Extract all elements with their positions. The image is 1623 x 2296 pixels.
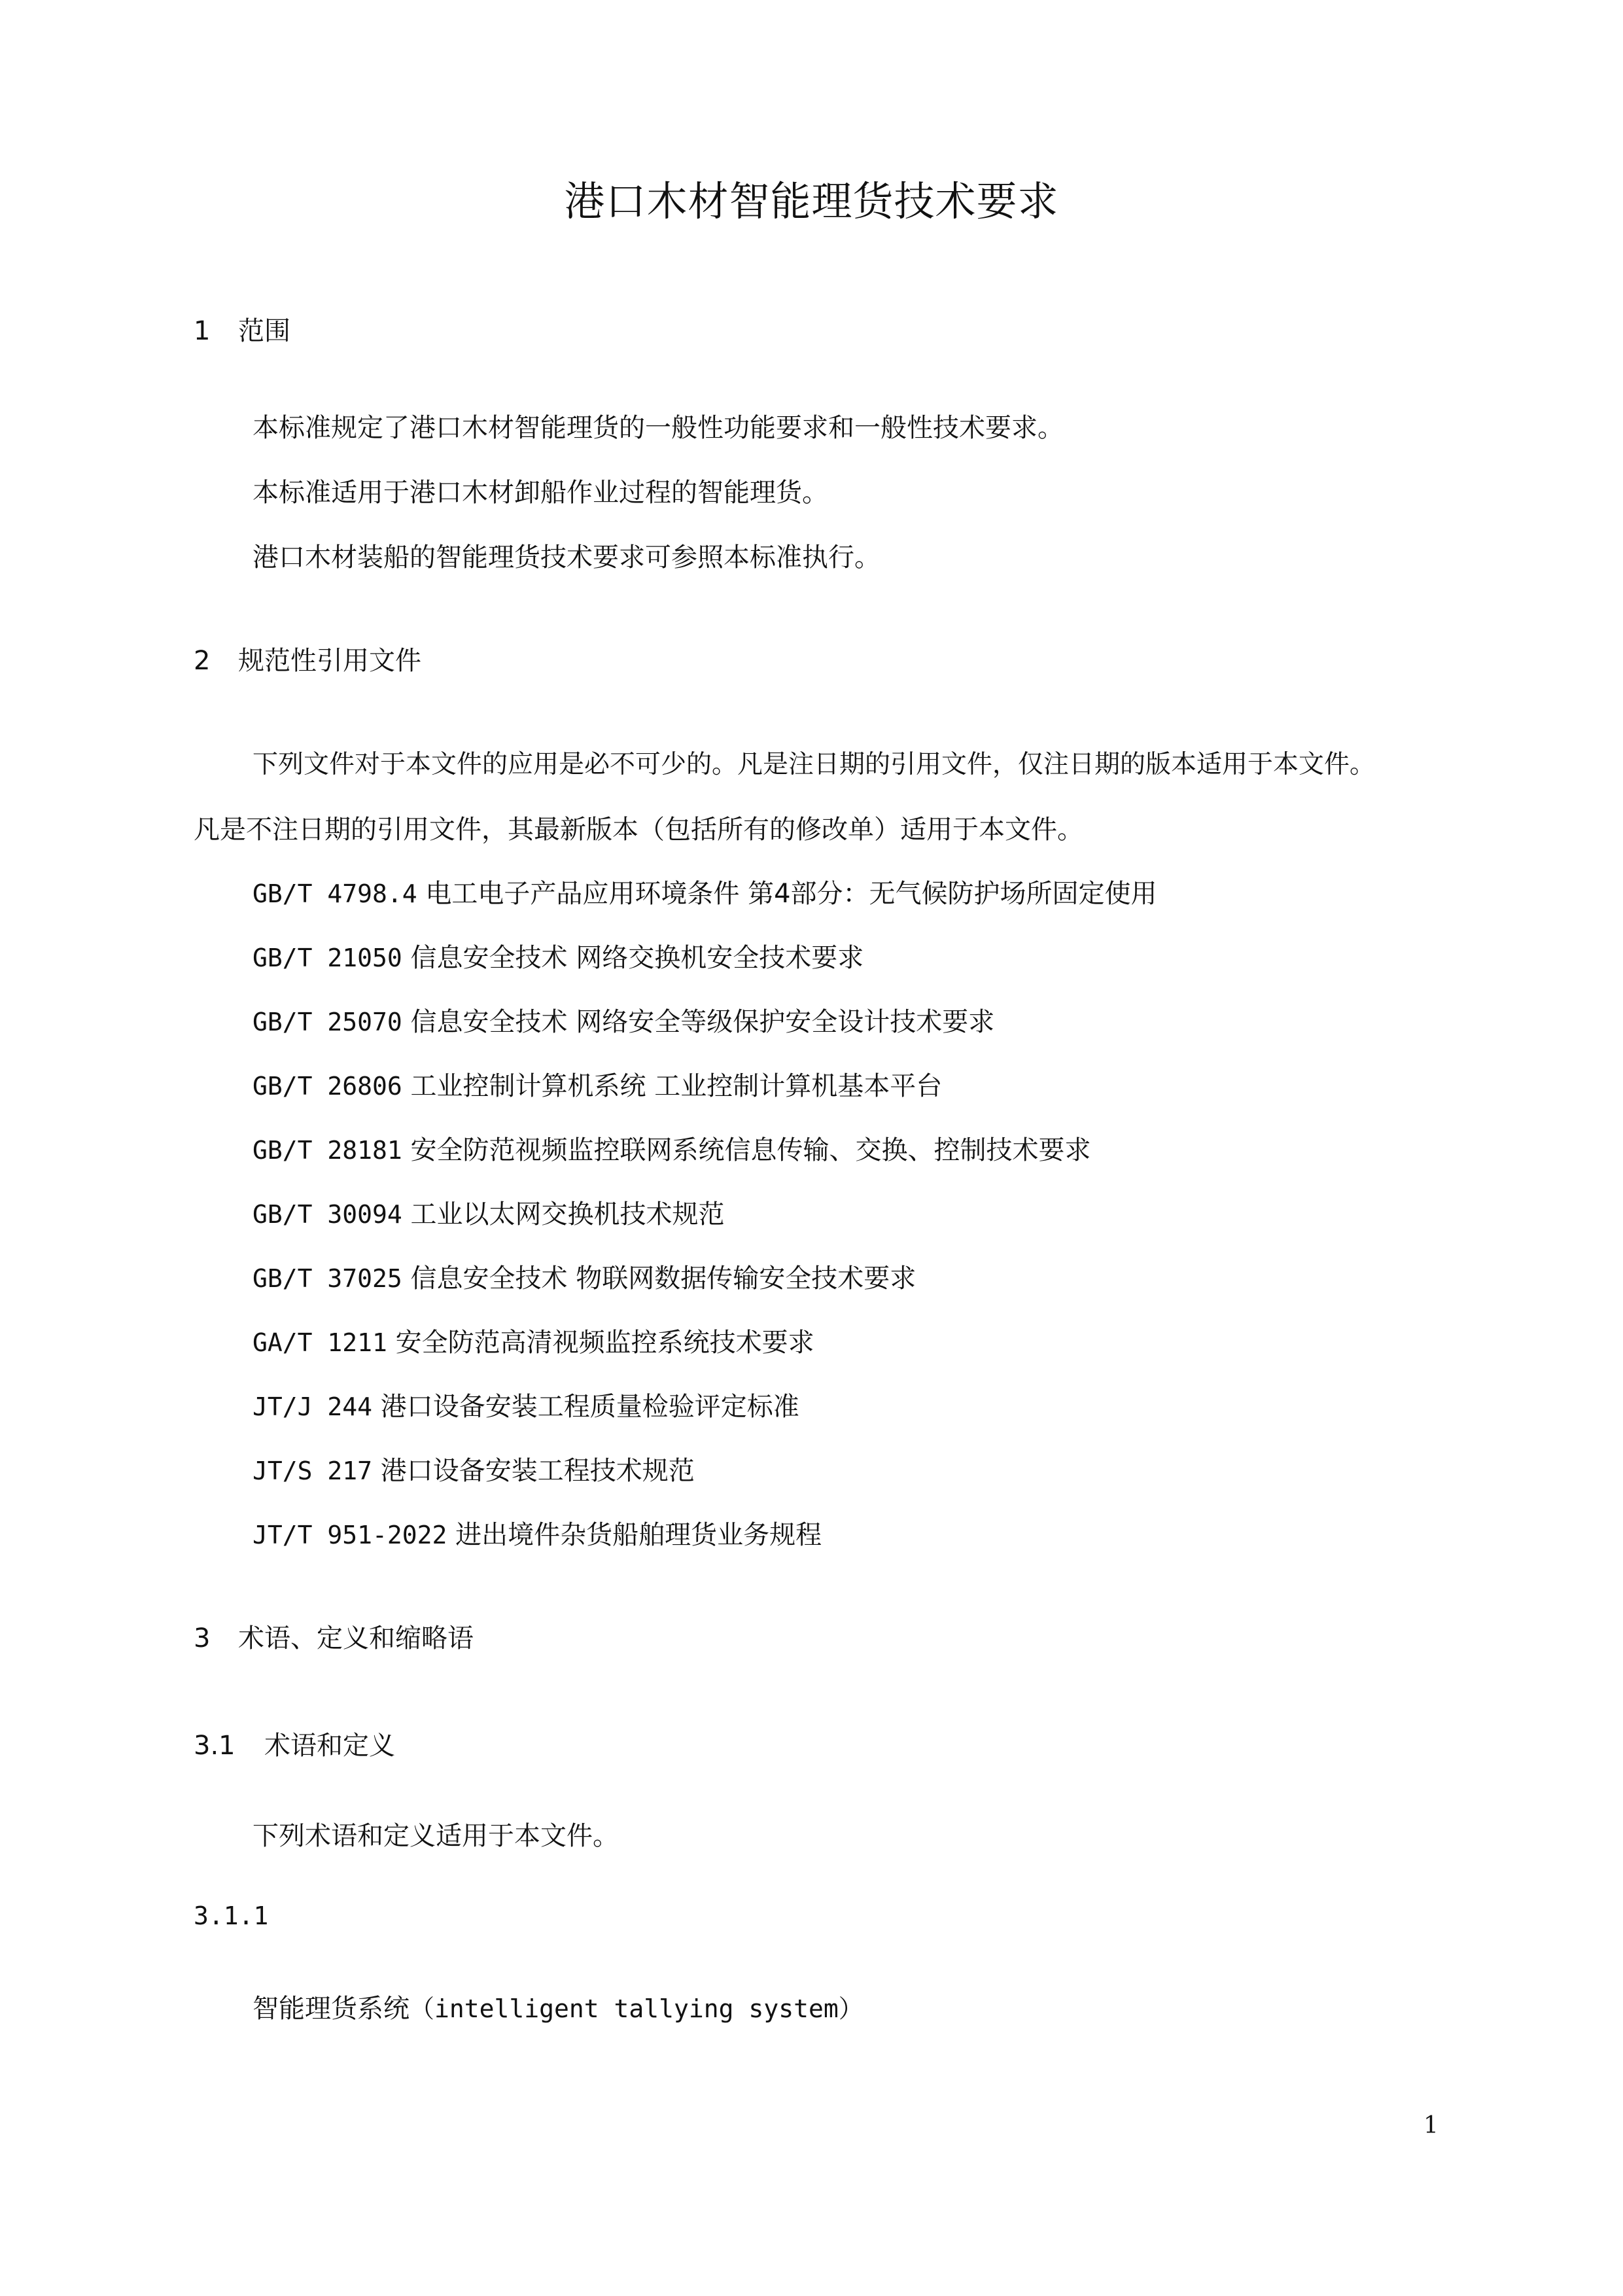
reference-title: 电工电子产品应用环境条件 第4部分：无气候防护场所固定使用 (425, 879, 1157, 909)
reference-title: 工业控制计算机系统 工业控制计算机基本平台 (410, 1071, 943, 1101)
reference-code: GB/T 21050 (253, 944, 402, 972)
reference-code: GB/T 30094 (253, 1200, 402, 1229)
section-2-heading (194, 640, 421, 677)
reference-item (253, 1065, 942, 1103)
section-number: 2 (194, 646, 211, 676)
reference-item (253, 1322, 814, 1359)
section-title: 规范性引用文件 (238, 646, 421, 676)
reference-item (253, 873, 1157, 910)
reference-title: 安全防范高清视频监控系统技术要求 (395, 1328, 814, 1358)
paragraph: 本标准适用于港口木材卸船作业过程的智能理货。 (253, 478, 828, 508)
section-title: 范围 (238, 316, 290, 346)
section-3-heading (194, 1617, 474, 1655)
reference-code: GA/T 1211 (253, 1328, 387, 1357)
reference-code: JT/J 244 (253, 1392, 373, 1421)
reference-item (253, 1514, 822, 1551)
section-number: 3 (194, 1623, 211, 1653)
reference-code: GB/T 26806 (253, 1072, 402, 1101)
reference-code: JT/S 217 (253, 1457, 373, 1485)
subsection-3-1-heading (194, 1725, 395, 1762)
page-number: 1 (1423, 2112, 1439, 2139)
reference-code: GB/T 37025 (253, 1264, 402, 1293)
section-number: 1 (194, 316, 211, 346)
reference-item (253, 1193, 725, 1231)
paragraph: 本标准规定了港口木材智能理货的一般性功能要求和一般性技术要求。 (253, 413, 1064, 443)
paragraph: 港口木材装船的智能理货技术要求可参照本标准执行。 (253, 542, 881, 573)
subsection-number: 3.1 (194, 1731, 236, 1761)
reference-title: 进出境件杂货船舶理货业务规程 (455, 1520, 822, 1550)
paragraph: 下列文件对于本文件的应用是必不可少的。凡是注日期的引用文件，仅注日期的版本适用于本文件。 (253, 750, 1376, 779)
term-entry (253, 1988, 864, 2025)
reference-code: GB/T 28181 (253, 1136, 402, 1165)
section-title: 术语、定义和缩略语 (238, 1623, 474, 1653)
reference-item (253, 1129, 1091, 1167)
reference-title: 工业以太网交换机技术规范 (410, 1199, 725, 1229)
reference-code: JT/T 951-2022 (253, 1521, 447, 1549)
term-number: 3.1.1 (194, 1901, 269, 1930)
reference-item (253, 937, 864, 974)
reference-title: 港口设备安装工程技术规范 (380, 1456, 695, 1486)
reference-item (253, 1258, 916, 1295)
reference-item (253, 1001, 994, 1038)
section-1-heading (194, 310, 290, 347)
reference-title: 信息安全技术 网络安全等级保护安全设计技术要求 (410, 1007, 995, 1037)
paragraph: 凡是不注日期的引用文件，其最新版本（包括所有的修改单）适用于本文件。 (194, 815, 1083, 845)
reference-item (253, 1450, 695, 1487)
document-title: 港口木材智能理货技术要求 (564, 177, 1059, 225)
reference-title: 信息安全技术 物联网数据传输安全技术要求 (410, 1263, 916, 1294)
reference-title: 信息安全技术 网络交换机安全技术要求 (410, 943, 864, 973)
term-english: （intelligent tallying system） (410, 1994, 864, 2023)
reference-item (253, 1386, 799, 1423)
reference-code: GB/T 4798.4 (253, 879, 417, 908)
term-chinese: 智能理货系统 (253, 1994, 410, 2024)
reference-title: 安全防范视频监控联网系统信息传输、交换、控制技术要求 (410, 1135, 1091, 1165)
subsection-title: 术语和定义 (264, 1731, 395, 1761)
reference-code: GB/T 25070 (253, 1008, 402, 1036)
reference-title: 港口设备安装工程质量检验评定标准 (380, 1392, 799, 1422)
paragraph: 下列术语和定义适用于本文件。 (253, 1821, 619, 1851)
